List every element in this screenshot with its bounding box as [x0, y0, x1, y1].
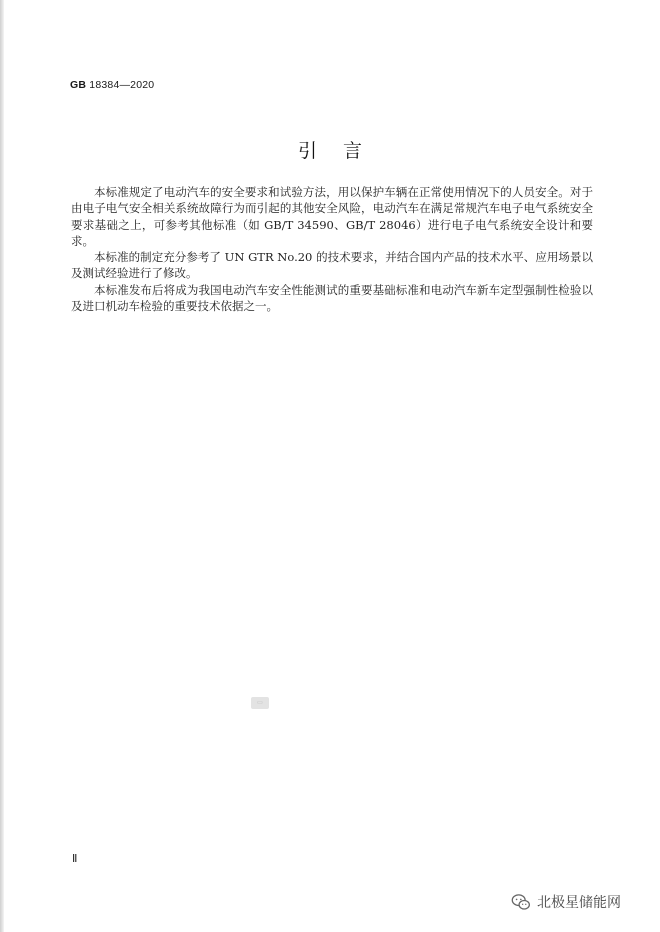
brand-name: 北极星储能网 — [537, 895, 621, 911]
standard-prefix: GB — [70, 79, 87, 91]
faint-watermark-mark: ▭ — [251, 697, 269, 709]
paragraph-scope: 本标准规定了电动汽车的安全要求和试验方法，用以保护车辆在正常使用情况下的人员安全。对于由电子电气安全相关系统故障行为而引起的其他安全风险，电动汽车在满足常规汽车电子电气系统安全要求基础之上，可参考其他标准（如 GB/T 34590、GB/T 28046）进行电子电气系统安全设计和要求。 — [71, 185, 593, 248]
page-number: Ⅱ — [72, 853, 78, 865]
standard-number — [70, 79, 154, 91]
wechat-icon — [510, 891, 532, 913]
page-title: 引言 — [297, 140, 388, 162]
paragraph-significance: 本标准发布后将成为我国电动汽车安全性能测试的重要基础标准和电动汽车新车定型强制性检验以及进口机动车检验的重要技术依据之一。 — [71, 282, 593, 314]
paragraph-reference: 本标准的制定充分参考了 UN GTR No.20 的技术要求，并结合国内产品的技术水平、应用场景以及测试经验进行了修改。 — [71, 250, 593, 281]
document-body — [71, 184, 593, 314]
standard-code: 18384—2020 — [89, 79, 155, 91]
brand-watermark — [510, 890, 621, 914]
